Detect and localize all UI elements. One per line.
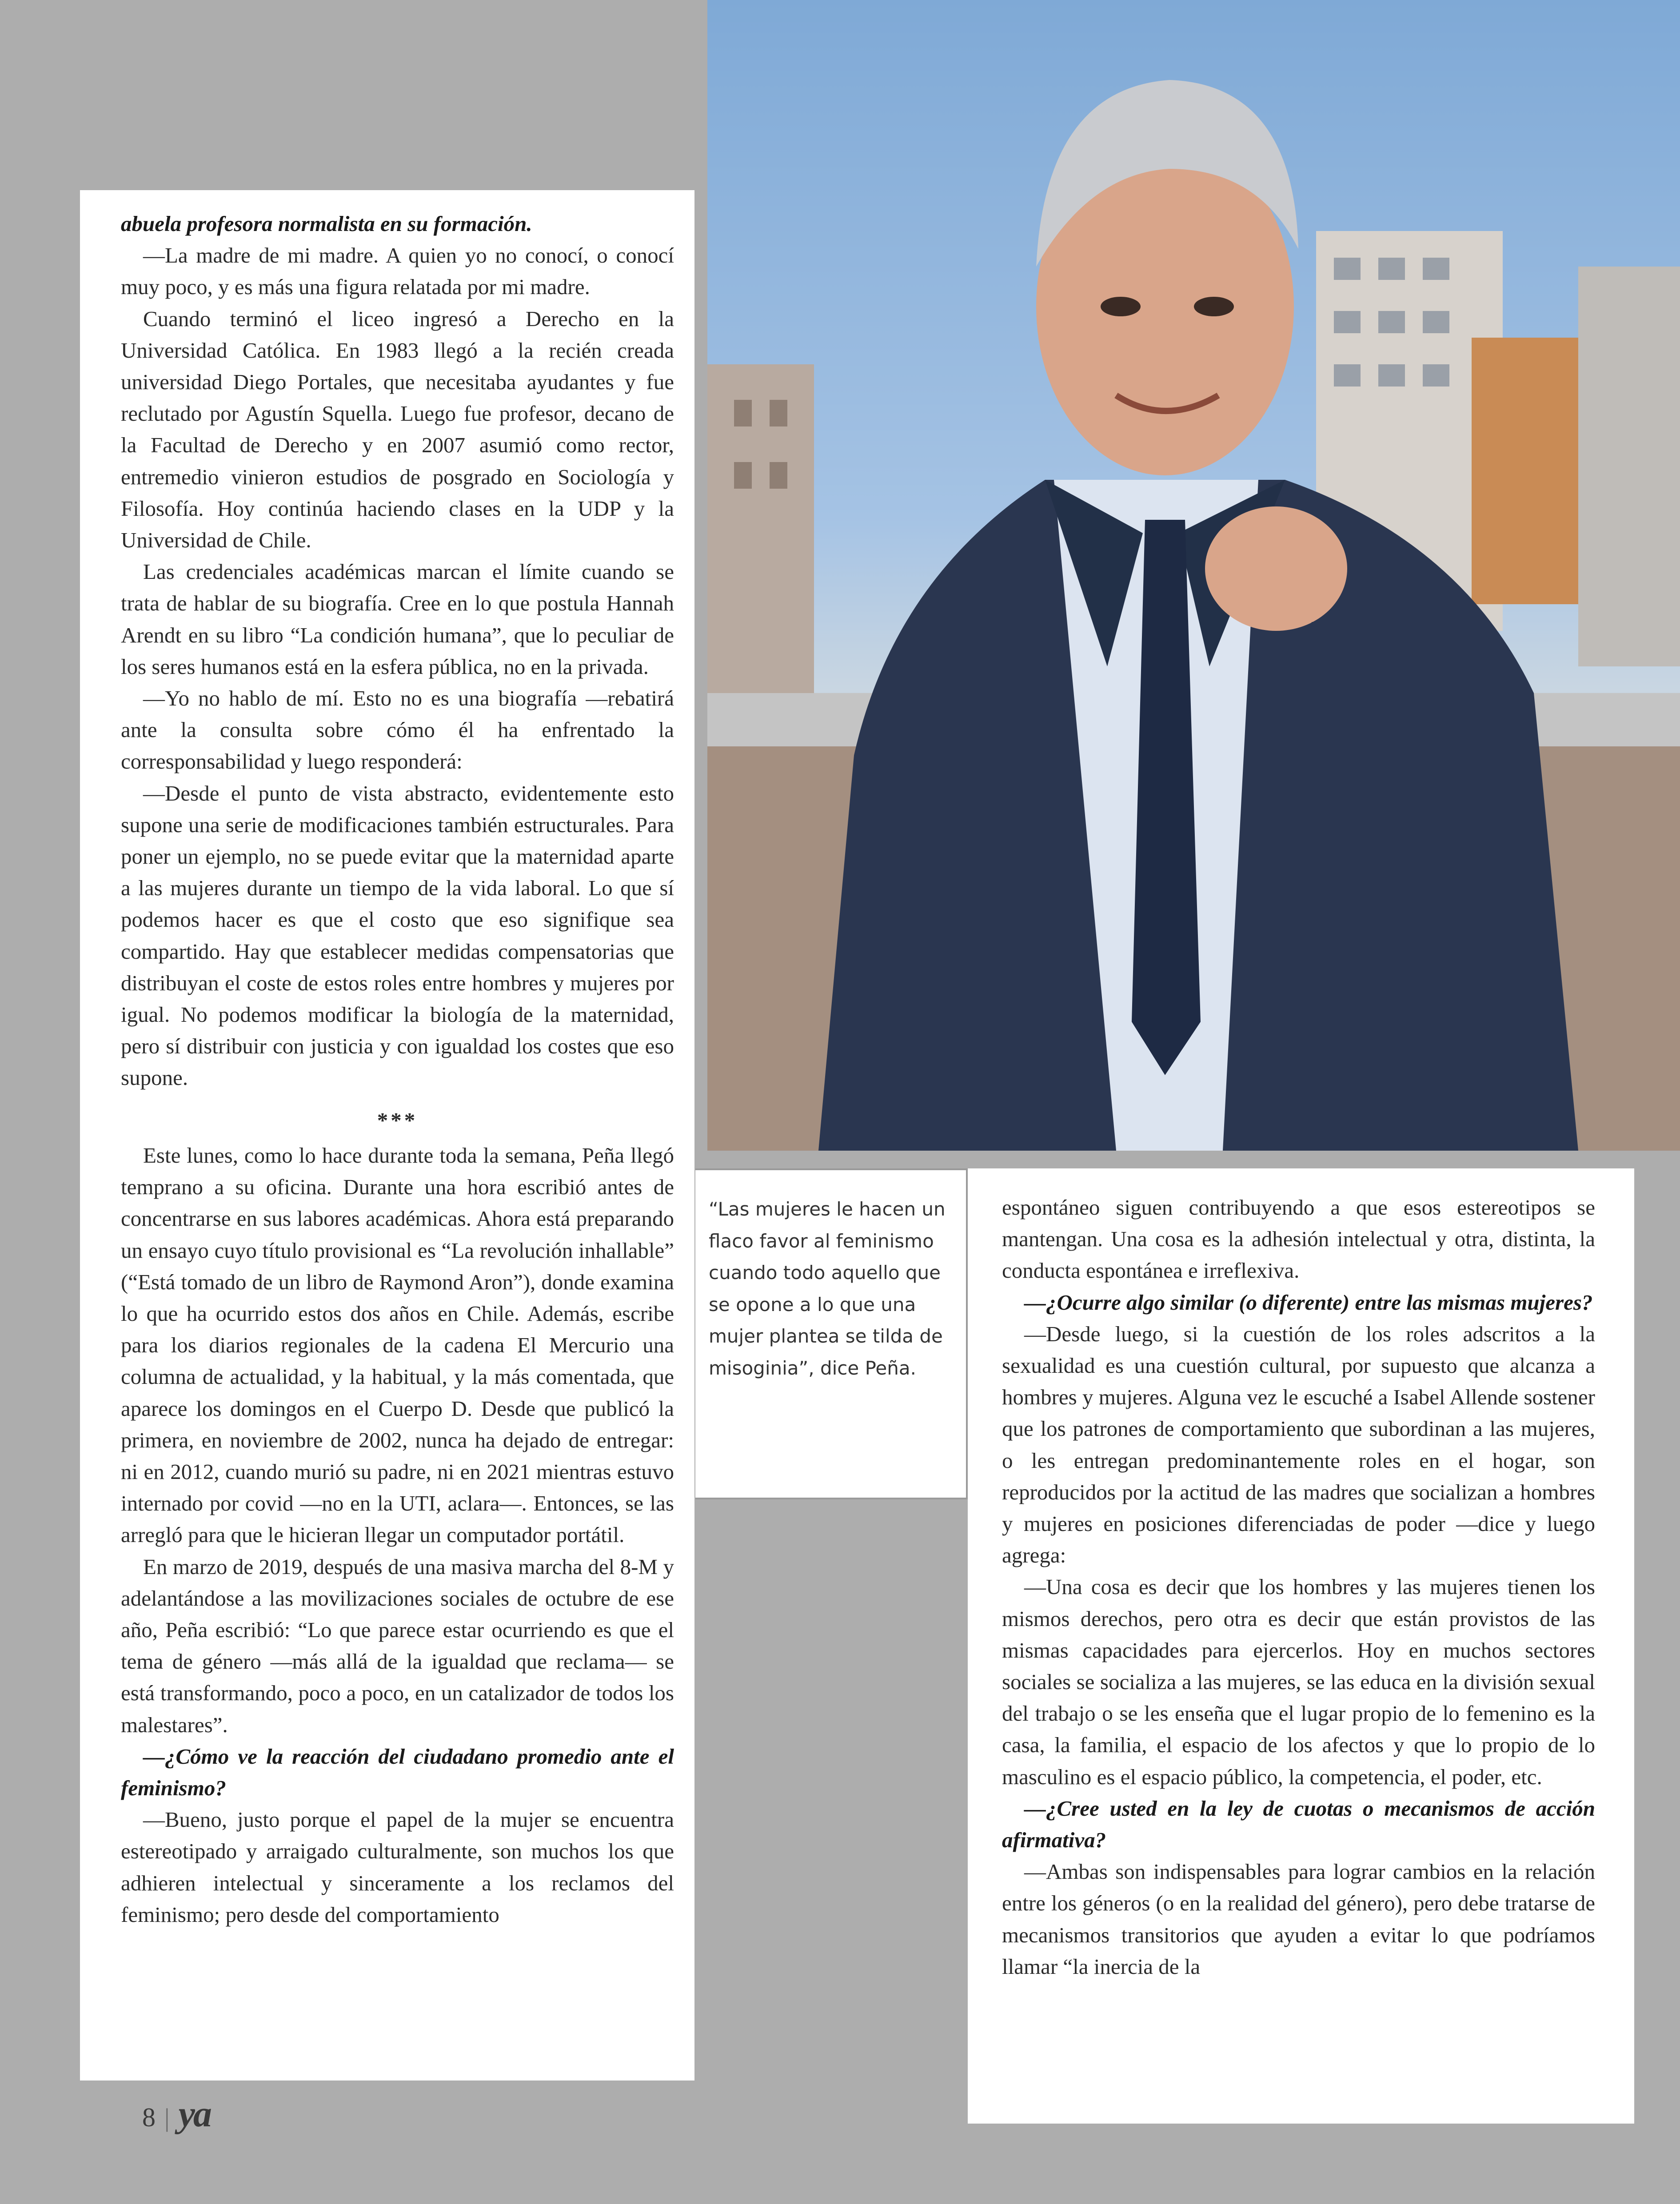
body-paragraph: espontáneo siguen contribuyendo a que esos estereotipos se mantengan. Una cosa es la adhesión intelectual y otra, distinta, la conducta espontánea e irreflexiva.	[1002, 1195, 1595, 1283]
question-paragraph: abuela profesora normalista en su formación.	[121, 211, 532, 236]
body-paragraph: En marzo de 2019, después de una masiva marcha del 8-M y adelantándose a las movilizaciones sociales de octubre de ese año, Peña escribió: “Lo que parece estar ocurriendo es que el tema de género —más allá de la igualdad que reclama— se está transformando, poco a poco, en un catalizador de todos los malestares”.	[121, 1554, 674, 1737]
left-text-column	[80, 190, 694, 2080]
pull-quote-box	[695, 1168, 968, 1499]
body-paragraph: Cuando terminó el liceo ingresó a Derecho en la Universidad Católica. En 1983 llegó a la recién creada universidad Diego Portales, que necesitaba ayudantes y fue reclutado por Agustín Squella. Luego fue profesor, decano de la Facultad de Derecho y en 2007 asumió como rector, entremedio vinieron estudios de posgrado en Sociología y Filosofía. Hoy continúa haciendo clases en la UDP y la Universidad de Chile.	[121, 306, 674, 553]
body-paragraph: —Desde el punto de vista abstracto, evidentemente esto supone una serie de modificaciones también estructurales. Para poner un ejemplo, no se puede evitar que la maternidad aparte a las mujeres durante un tiempo de la vida laboral. Lo que sí podemos hacer es que el costo que eso signifique sea compartido. Hay que establecer medidas compensatorias que distribuyan el coste de estos roles entre hombres y mujeres por igual. No podemos modificar la biología de la maternidad, pero sí distribuir con justicia y con igualdad los costes que eso supone.	[121, 781, 674, 1090]
body-paragraph: —Una cosa es decir que los hombres y las mujeres tienen los mismos derechos, pero otra es decir que están provistos de las mismas capacidades para ejercerlos. Hoy en muchos sectores sociales se socializa a las mujeres, se las educa en la división sexual del trabajo o se les enseña que el lugar propio de lo femenino es la casa, la familia, el espacio de los afectos y que lo propio de lo masculino es el espacio público, la competencia, el poder, etc.	[1002, 1574, 1595, 1789]
folio-separator: |	[164, 2103, 170, 2132]
page-folio	[142, 2092, 210, 2136]
section-break: ***	[377, 1108, 418, 1132]
magazine-logo: ya	[178, 2093, 210, 2135]
page-number: 8	[142, 2103, 156, 2132]
body-paragraph: Este lunes, como lo hace durante toda la semana, Peña llegó temprano a su oficina. Durante una hora escribió antes de concentrarse en sus labores académicas. Ahora está preparando un ensayo cuyo título provisional es “La revolución inhallable” (“Está tomado de un libro de Raymond Aron”), donde examina lo que ha ocurrido estos dos años en Chile. Además, escribe para los diarios regionales de la cadena El Mercurio una columna de actualidad, y la habitual, y la más comentada, que aparece los domingos en el Cuerpo D. Desde que publicó la primera, en noviembre de 2002, nunca ha dejado de entregar: ni en 2012, cuando murió su padre, ni en 2021 mientras estuvo internado por covid —no en la UTI, aclara—. Entonces, se las arregló para que le hicieran llegar un computador portátil.	[121, 1143, 674, 1547]
right-text-column	[968, 1168, 1634, 2124]
body-paragraph: —Ambas son indispensables para lograr cambios en la relación entre los géneros (o en la realidad del género), pero debe tratarse de mecanismos transitorios que ayuden a evitar lo que podríamos llamar “la inercia de la	[1002, 1859, 1595, 1979]
question-paragraph: —¿Cómo ve la reacción del ciudadano promedio ante el feminismo?	[121, 1744, 674, 1800]
pull-quote: “Las mujeres le hacen un flaco favor al feminismo cuando todo aquello que se opone a lo que una mujer plantea se tilda de misoginia”, dice Peña.	[709, 1198, 946, 1379]
question-paragraph: —¿Cree usted en la ley de cuotas o mecanismos de acción afirmativa?	[1002, 1796, 1595, 1853]
portrait-photo	[707, 0, 1680, 1151]
body-paragraph: —Desde luego, si la cuestión de los roles adscritos a la sexualidad es una cuestión cultural, por supuesto que alcanza a hombres y mujeres. Alguna vez le escuché a Isabel Allende sostener que los patrones de comportamiento que subordinan a las mujeres, o les entregan predominantemente roles en el hogar, son reproducidos por la actitud de las madres que socializan a hombres y mujeres en posiciones diferenciadas de poder —dice y luego agrega:	[1002, 1321, 1595, 1568]
body-paragraph: Las credenciales académicas marcan el límite cuando se trata de hablar de su biografía. Cree en lo que postula Hannah Arendt en su libro “La condición humana”, que lo peculiar de los seres humanos está en la esfera pública, no en la privada.	[121, 559, 674, 679]
body-paragraph: —La madre de mi madre. A quien yo no conocí, o conocí muy poco, y es más una figura relatada por mi madre.	[121, 243, 674, 299]
portrait-illustration	[707, 0, 1680, 1151]
question-paragraph: —¿Ocurre algo similar (o diferente) entre las mismas mujeres?	[1024, 1290, 1593, 1315]
body-paragraph: —Yo no hablo de mí. Esto no es una biografía —rebatirá ante la consulta sobre cómo él ha enfrentado la corresponsabilidad y luego responderá:	[121, 686, 674, 774]
body-paragraph: —Bueno, justo porque el papel de la mujer se encuentra estereotipado y arraigado culturalmente, son muchos los que adhieren intelectual y sinceramente a los reclamos del feminismo; pero desde del comportamiento	[121, 1807, 674, 1927]
